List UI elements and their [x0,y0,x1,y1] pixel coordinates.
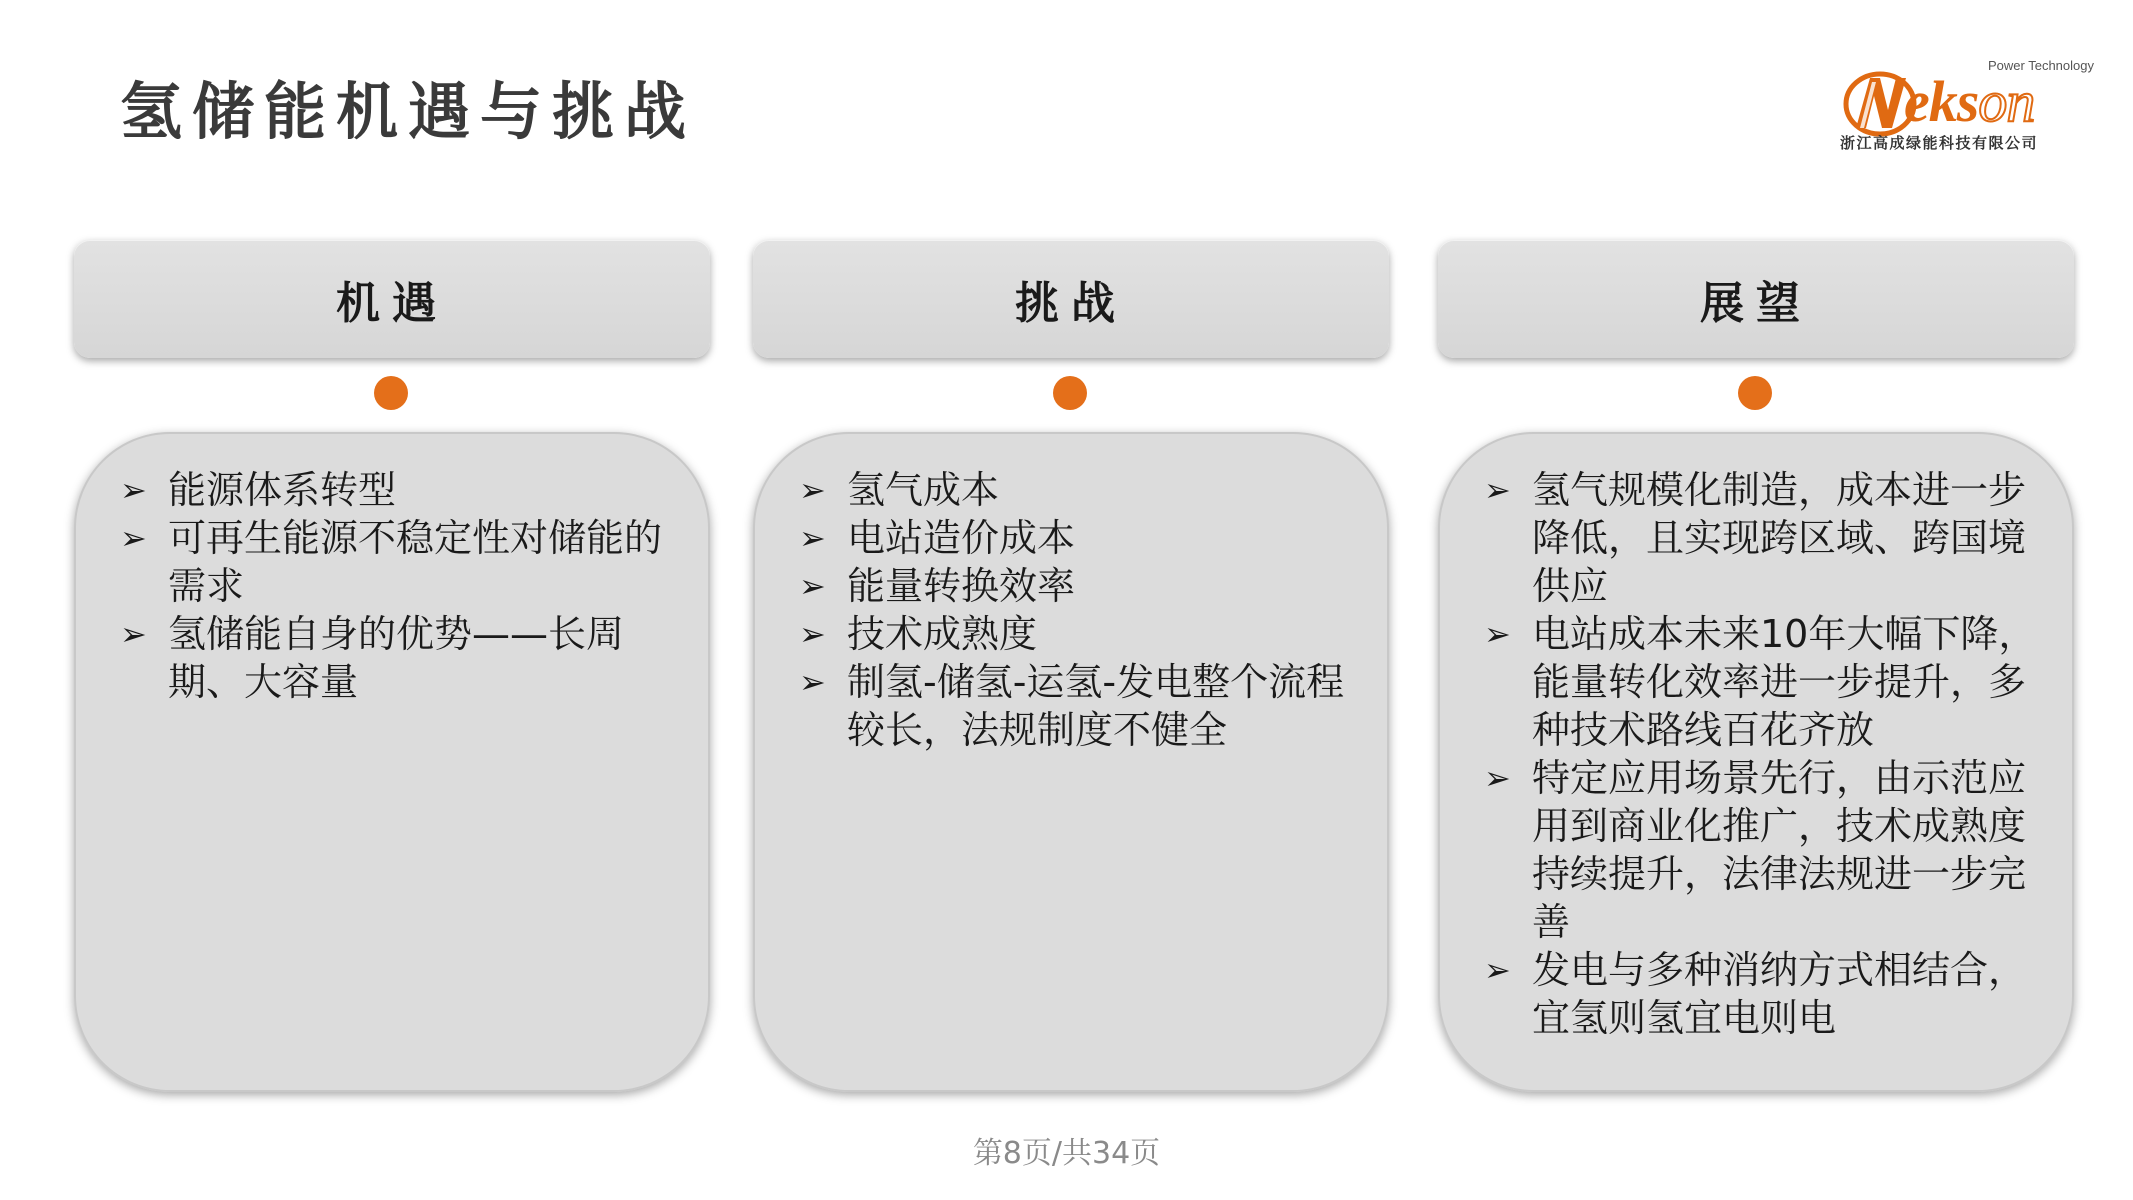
column-header: 展望 [1438,240,2074,358]
column-outlook [1438,240,2074,1100]
list-item-text: 技术成熟度 [847,612,1038,656]
arrowhead-bullet-icon: ➢ [799,567,826,605]
list-item [120,466,674,514]
company-logo [1840,54,2102,154]
column-panel [74,432,710,1092]
column-panel [753,432,1389,1092]
list-item [799,514,1353,562]
logo-wordmark-main: eks [1904,69,1979,134]
arrowhead-bullet-icon: ➢ [799,519,826,557]
logo-wordmark-tail: on [1978,69,2035,134]
bullet-list [1484,466,2038,1042]
column-panel [1438,432,2074,1092]
column-opportunities [74,240,710,1100]
list-item [1484,754,2038,946]
logo-wordmark [1904,68,2034,135]
arrowhead-bullet-icon: ➢ [1484,759,1511,797]
arrowhead-bullet-icon: ➢ [1484,471,1511,509]
arrowhead-bullet-icon: ➢ [120,471,147,509]
list-item-text: 可再生能源不稳定性对储能的需求 [168,516,663,608]
orange-dot-icon [1053,376,1087,410]
bullet-list [120,466,674,706]
arrowhead-bullet-icon: ➢ [120,519,147,557]
arrowhead-bullet-icon: ➢ [1484,951,1511,989]
arrowhead-bullet-icon: ➢ [1484,615,1511,653]
list-item [120,610,674,706]
list-item-text: 制氢-储氢-运氢-发电整个流程较长，法规制度不健全 [847,660,1345,752]
list-item-text: 电站成本未来10年大幅下降，能量转化效率进一步提升，多种技术路线百花齐放 [1532,612,2037,752]
list-item [799,658,1353,754]
column-header: 挑战 [753,240,1389,358]
logo-tagline: Power Technology [1988,58,2094,73]
list-item [799,562,1353,610]
column-challenges [753,240,1389,1100]
list-item [799,610,1353,658]
list-item-text: 氢气规模化制造，成本进一步降低，且实现跨区域、跨国境供应 [1532,468,2027,608]
arrowhead-bullet-icon: ➢ [799,471,826,509]
arrowhead-bullet-icon: ➢ [120,615,147,653]
bullet-list [799,466,1353,754]
column-header: 机遇 [74,240,710,358]
orange-dot-icon [374,376,408,410]
list-item-text: 电站造价成本 [847,516,1076,560]
list-item-text: 发电与多种消纳方式相结合，宜氢则氢宜电则电 [1532,948,2027,1040]
logo-company-name: 浙江高成绿能科技有限公司 [1840,134,2039,152]
page-number: 第8页/共34页 [972,1136,1161,1171]
list-item-text: 能量转换效率 [847,564,1076,608]
orange-dot-icon [1738,376,1772,410]
list-item [120,514,674,610]
list-item-text: 氢气成本 [847,468,1000,512]
slide-title: 氢储能机遇与挑战 [120,75,697,148]
list-item [799,466,1353,514]
arrowhead-bullet-icon: ➢ [799,663,826,701]
list-item-text: 能源体系转型 [168,468,397,512]
arrowhead-bullet-icon: ➢ [799,615,826,653]
list-item [1484,610,2038,754]
list-item [1484,946,2038,1042]
list-item-text: 特定应用场景先行，由示范应用到商业化推广，技术成熟度持续提升，法律法规进一步完善 [1532,756,2027,944]
list-item-text: 氢储能自身的优势——长周期、大容量 [168,612,625,704]
list-item [1484,466,2038,610]
